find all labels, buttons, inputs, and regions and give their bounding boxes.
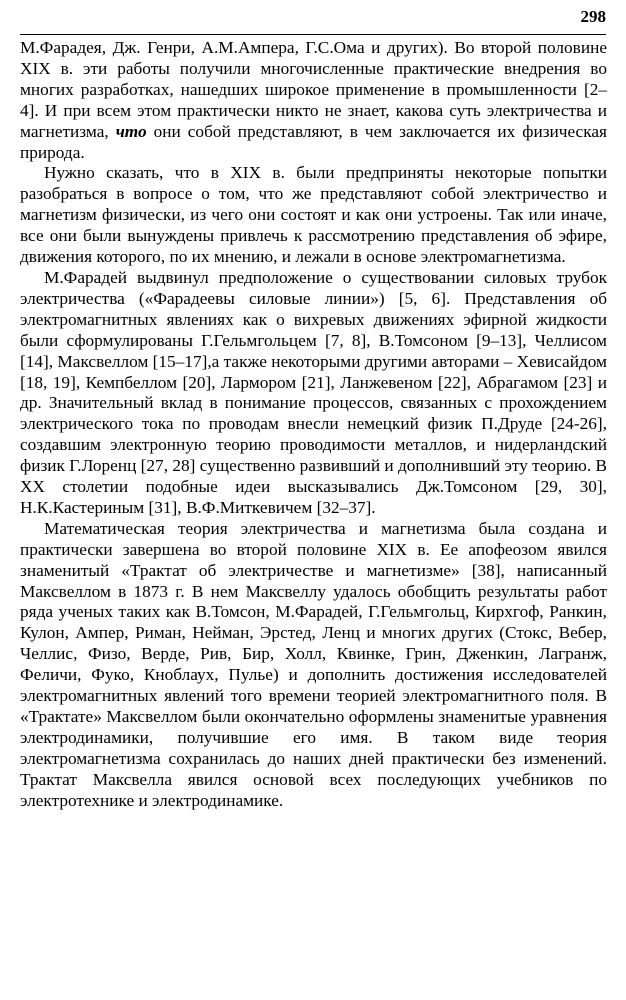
- page-number: 298: [580, 7, 606, 26]
- paragraph-1-text-a: М.Фарадея, Дж. Генри, А.М.Ампера, Г.С.Ома и других). Во второй половине XIX в. эти работы получили многочисленные практические внедрения во многих разработках, нашедших широкое применение в промышленности [2–4]. И при всем этом практически никто не знает, какова суть электричества и магнетизма,: [20, 38, 607, 141]
- paragraph-2: Нужно сказать, что в XIX в. были предприняты некоторые попытки разобраться в вопросе о том, что же представляют собой электричество и магнетизм физически, из чего они состоят и как они устроены. Так или иначе, все они были вынуждены привлечь к рассмотрению представления об эфире, движения которого, по их мнению, и лежали в основе электромагнетизма.: [20, 163, 607, 267]
- page-header: [20, 0, 606, 35]
- paragraph-4: Математическая теория электричества и магнетизма была создана и практически завершена во второй половине XIX в. Ее апофеозом явился знаменитый «Трактат об электричестве и магнетизме» [38], написанный Максвеллом в 1873 г. В нем Максвеллу удалось обобщить результаты работ ряда ученых таких как В.Томсон, М.Фарадей, Г.Гельмгольц, Кирхгоф, Ранкин, Кулон, Ампер, Риман, Нейман, Эрстед, Ленц и многих других (Стокс, Вебер, Челлис, Физо, Верде, Рив, Бир, Холл, Квинке, Грин, Дженкин, Лагранж, Феличи, Фуко, Кноблаух, Пулье) и дополнить достижения исследователей электромагнитных явлений того времени теорией электромагнитного поля. В «Трактате» Максвеллом были окончательно оформлены знаменитые уравнения электродинамики, получившие его имя. В таком виде теория электромагнетизма сохранилась до наших дней практически без изменений. Трактат Максвелла явился основой всех последующих учебников по электротехнике и электродинамике.: [20, 518, 607, 810]
- paragraph-1-text-b: они собой представляют, в чем заключается их физическая природа.: [20, 121, 607, 162]
- paragraph-3: М.Фарадей выдвинул предположение о существовании силовых трубок электричества («Фарадеевы силовые линии») [5, 6]. Представления об электромагнитных явлениях как о вихревых движениях эфирной жидкости были сформулированы Г.Гельмгольцем [7, 8], В.Томсоном [9–13], Челлисом [14], Максвеллом [15–17],а также некоторыми другими авторами – Хевисайдом [18, 19], Кемпбеллом [20], Лармором [21], Ланжевеном [22], Абрагамом [23] и др. Значительный вклад в понимание процессов, связанных с прохождением электрического тока по проводам внесли немецкий физик П.Друде [24-26], создавшим электронную теорию проводимости металлов, и нидерландский физик Г.Лоренц [27, 28] существенно развивший и дополнивший эту теорию. В XX столетии подобные идеи высказывались Дж.Томсоном [29, 30], Н.К.Кастериным [31], В.Ф.Миткевичем [32–37].: [20, 267, 608, 517]
- paragraph-1-emphasis: что: [115, 121, 147, 141]
- paragraph-1: [20, 38, 607, 163]
- page-body: [20, 38, 607, 812]
